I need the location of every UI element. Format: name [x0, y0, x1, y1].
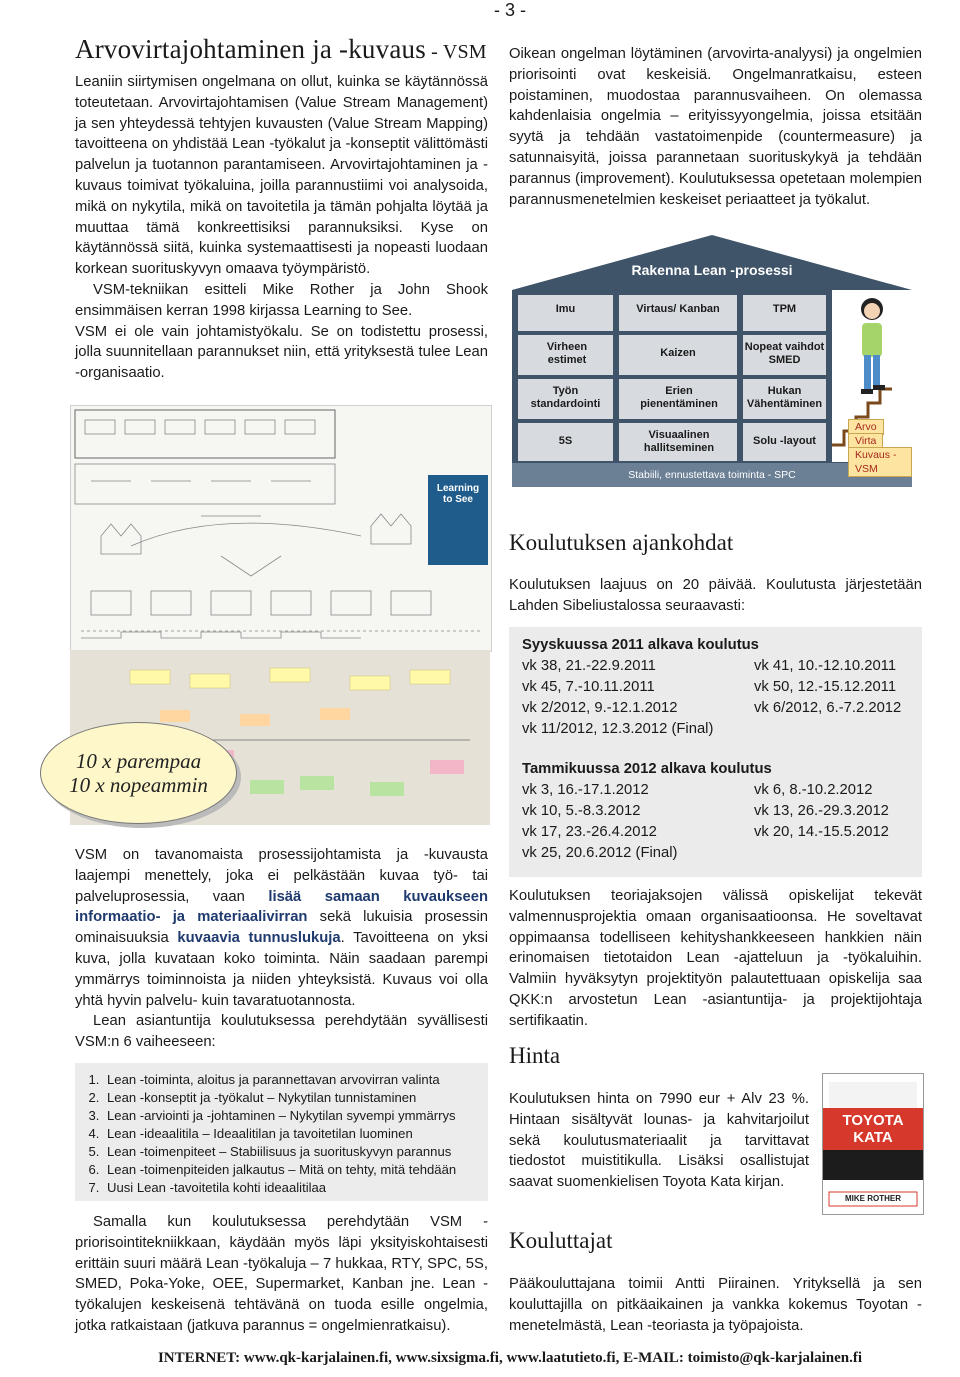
contact-footer: INTERNET: www.qk-karjalainen.fi, www.sixsigma.fi, www.laatutieto.fi, E-MAIL: toimisto@qk-karjalainen.fi	[157, 1350, 863, 1366]
phase-item: 1. Lean -toiminta, aloitus ja parannettavan arvovirran valinta	[103, 1071, 488, 1089]
schedule-group-1-title: Syyskuussa 2011 alkava koulutus	[522, 637, 759, 653]
page-title	[75, 34, 487, 65]
house-cell-flow: Virtaus/ Kanban	[636, 303, 720, 315]
schedule-date: vk 38, 21.-22.9.2011	[522, 658, 656, 674]
schedule-date: vk 25, 20.6.2012 (Final)	[522, 845, 678, 861]
learning-to-see-book	[428, 475, 488, 565]
performance-callout	[40, 722, 237, 824]
schedule-date: vk 50, 12.-15.12.2011	[754, 679, 897, 695]
schedule-date: vk 11/2012, 12.3.2012 (Final)	[522, 721, 714, 737]
intro-text	[75, 72, 488, 384]
house-cell-smed: Nopeat vaihdot SMED	[744, 341, 825, 366]
intro-paragraph-2: VSM-tekniikan esitteli Mike Rother ja John Shook ensimmäisen kerran 1998 kirjassa Learning to See.	[75, 281, 488, 319]
price-heading: Hinta	[509, 1043, 561, 1068]
phase-item: 5. Lean -toimenpiteet – Stabiilisuus ja suorituskyvyn parannus	[103, 1143, 488, 1161]
house-cell-cell-layout: Solu -layout	[753, 435, 816, 447]
phase-item: 7. Uusi Lean -tavoitetila kohti ideaalitilaa	[103, 1179, 488, 1197]
phase-item: 2. Lean -konseptit ja -työkalut – Nykytilan tunnistaminen	[103, 1089, 488, 1107]
timing-heading: Koulutuksen ajankohdat	[509, 530, 734, 555]
page-title-suffix: - VSM	[425, 41, 487, 63]
callout-line-2: 10 x nopeammin	[69, 773, 208, 797]
schedule-date: vk 45, 7.-10.11.2011	[522, 679, 655, 695]
phase-item: 4. Lean -ideaalitila – Ideaalitilan ja tavoitetilan luominen	[103, 1125, 488, 1143]
house-cell-batch-reduction: Erien pienentäminen	[640, 385, 718, 410]
climbing-person-icon	[847, 295, 897, 405]
vsm-description-paragraph	[75, 845, 488, 1011]
vsm-text-part-1: VSM on tavanomaista prosessijohtamista ja -kuvausta laajempi menettely, joka ei pelkästään kuvaa työ- tai palveluprosessia, vaan	[75, 847, 488, 905]
book-title-line-2: to See	[442, 494, 473, 505]
phase-item: 6. Lean -toimenpiteiden jalkautus – Mitä on tehty, mitä tehdään	[103, 1161, 488, 1179]
house-cell-tpm: TPM	[772, 303, 797, 315]
house-foundation: Stabiili, ennustettava toiminta - SPC	[512, 463, 912, 487]
stairs-label-mapping: Kuvaus - VSM	[848, 447, 912, 477]
price-text: Koulutuksen hinta on 7990 eur + Alv 23 %. Hintaan sisältyvät lounas- ja kahvitarjoilut sekä koulutusmateriaalit ja tarvittavat tiedostot muistitikulla. Lisäksi osallistujat saavat suomenkielisen Toyota Kata kirjan.	[509, 1091, 809, 1191]
vsm-highlight-flow: lisää samaan kuvaukseen informaatio- ja materiaalivirran	[75, 888, 489, 926]
problem-solving-paragraph: Oikean ongelman löytäminen (arvovirta-analyysi) ja ongelmien priorisointi ovat keskeisiä. Ongelmanratkaisu, esteen poistaminen, muodostaa parannusvaiheen. On olemassa kahdenlaisia ongelmia – erityissyyongelmia, joissa etsitään syytä ja tehdään vastatoimenpide (countermeasure) ja satunnaisyitä, joissa parannetaan suorituskykyä ja tehdään parannus (improvement). Koulutuksessa opetetaan molempien parannusmenetelmien keskeiset periaatteet ja työkalut.	[509, 46, 922, 208]
vsm-phases-intro: Lean asiantuntija koulutuksessa perehdytään syvällisesti VSM:n 6 vaiheeseen:	[75, 1013, 488, 1051]
house-cell-error-proofing: Virheen estimet	[546, 341, 588, 366]
trainers-text: Pääkouluttajana toimii Antti Piirainen. Yrityksellä ja sen kouluttajilla on pitkäaikainen ja vankka kokemus Toyotan -menetelmästä, Lean -teoriasta ja työpajoista.	[509, 1276, 922, 1334]
stairs-label-stream: Virta	[848, 433, 883, 449]
kata-title-line-2: KATA	[853, 1129, 893, 1146]
schedule-date: vk 6/2012, 6.-7.2.2012	[754, 700, 902, 716]
schedule-box	[509, 627, 922, 877]
house-cell-kaizen: Kaizen	[660, 347, 696, 359]
vsm-description	[75, 845, 488, 1053]
phase-item: 3. Lean -arviointi ja -johtaminen – Nykytilan syvempi ymmärrys	[103, 1107, 488, 1125]
page-title-main: Arvovirtajohtaminen ja -kuvaus	[75, 34, 426, 64]
project-work-text: Koulutuksen teoriajaksojen välissä opiskelijat tekevät valmennusprojektia omaan organisaatioonsa. He soveltavat oppimaansa todelliseen kehityshankkeeseen hankkien näin erinomaisen tietotaidon Lean -ajatteluun ja -työkaluihin. Valmiin hyväksytyn projektityön palautettuaan opiskelija saa QKK:n arvostetun Lean -asiantuntija- ja projektijohtaja sertifikaatin.	[509, 888, 922, 1029]
house-cell-standard-work: Työn standardointi	[530, 385, 601, 410]
schedule-date: vk 41, 10.-12.10.2011	[754, 658, 897, 674]
lean-tools-text	[75, 1212, 488, 1337]
schedule-date: vk 17, 23.-26.4.2012	[522, 824, 657, 840]
house-cell-pull: Imu	[555, 303, 576, 315]
house-cell-visual-management: Visuaalinen hallitseminen	[643, 429, 715, 454]
problem-solving-text	[509, 44, 922, 210]
schedule-date: vk 6, 8.-10.2.2012	[754, 782, 873, 798]
callout-line-1: 10 x parempaa	[75, 749, 202, 773]
house-cell-waste-reduction: Hukan Vähentäminen	[746, 385, 823, 410]
vsm-text-part-2: sekä lukuisia prosessin ominaisuuksia	[75, 909, 489, 947]
toyota-kata-book	[822, 1073, 924, 1215]
lean-tools-paragraph: Samalla kun koulutuksessa perehdytään VSM -priorisointitekniikkaan, käydään myös läpi yksityiskohtaisesti erittäin suuri määrä Lean -työkaluja – 7 hukkaa, RTY, SPC, 5S, SMED, Poka-Yoke, OEE, Supermarket, Kanban jne. Lean -työkalujen keskeisenä tehtävänä on tuoda esille ongelmia, jotka ratkaistaan (jatkuva parannus = ongelmienratkaisu).	[75, 1214, 488, 1334]
lean-house-diagram	[512, 235, 912, 490]
vsm-highlight-metrics: kuvaavia tunnuslukuja	[177, 930, 341, 947]
intro-paragraph-1: Leaniin siirtymisen ongelmana on ollut, kuinka se käytännössä toteutetaan. Arvovirtajohtamisen (Value Stream Management) ja sen yhteydessä tehtyjen kuvausten (Value Stream Mapping) tavoitteena on yhdistää Lean -työkalut ja -konseptit välittömästi palvelun ja tuotannon parantamiseen. Arvovirtajohtaminen ja -kuvaus toimivat työkaluina, joilla parannustiimi voi analysoida, mikä on nykytila, mikä on tavoitetila ja tämän pohjalta löytää ja muuttaa tämä konkreettisiksi parannuksiksi. Kyse on käytännössä siitä, kuinka systemaattisesti ja nopeasti luodaan korkean suorituskyvyn omaava työympäristö.	[75, 74, 488, 278]
lean-house-title: Rakenna Lean -prosessi	[631, 262, 793, 278]
schedule-date: vk 10, 5.-8.3.2012	[522, 803, 641, 819]
schedule-date: vk 2/2012, 9.-12.1.2012	[522, 700, 678, 716]
trainers-heading: Kouluttajat	[509, 1228, 613, 1253]
kata-title-line-1: TOYOTA	[842, 1112, 904, 1129]
schedule-group-2-title: Tammikuussa 2012 alkava koulutus	[522, 761, 772, 777]
vsm-text-part-3: . Tavoitteena on yksi kuva, jolla kuvataan koko toiminta. Näin saadaan parempi ymmärrys toiminnoista ja niiden yhteyksistä. Kuvaus voi olla yhtä hyvin palvelu- kuin tavaratuotannosta.	[75, 930, 488, 1009]
intro-paragraph-3: VSM ei ole vain johtamistyökalu. Se on todistettu prosessi, jolla suunnitellaan parannukset niin, että yrityksestä tulee Lean -organisaatio.	[75, 323, 488, 382]
timing-intro: Koulutuksen laajuus on 20 päivää. Koulutusta järjestetään Lahden Sibeliustalossa seuraavasti:	[509, 577, 922, 614]
house-cell-5s: 5S	[558, 435, 573, 447]
stairs-label-value: Arvo	[848, 419, 884, 435]
schedule-date: vk 20, 14.-15.5.2012	[754, 824, 889, 840]
page-number: - 3 -	[493, 0, 526, 20]
schedule-date: vk 3, 16.-17.1.2012	[522, 782, 649, 798]
book-title-line-1: Learning	[436, 483, 480, 494]
kata-author: MIKE ROTHER	[845, 1194, 901, 1203]
vsm-phases-list	[75, 1063, 488, 1201]
schedule-date: vk 13, 26.-29.3.2012	[754, 803, 889, 819]
